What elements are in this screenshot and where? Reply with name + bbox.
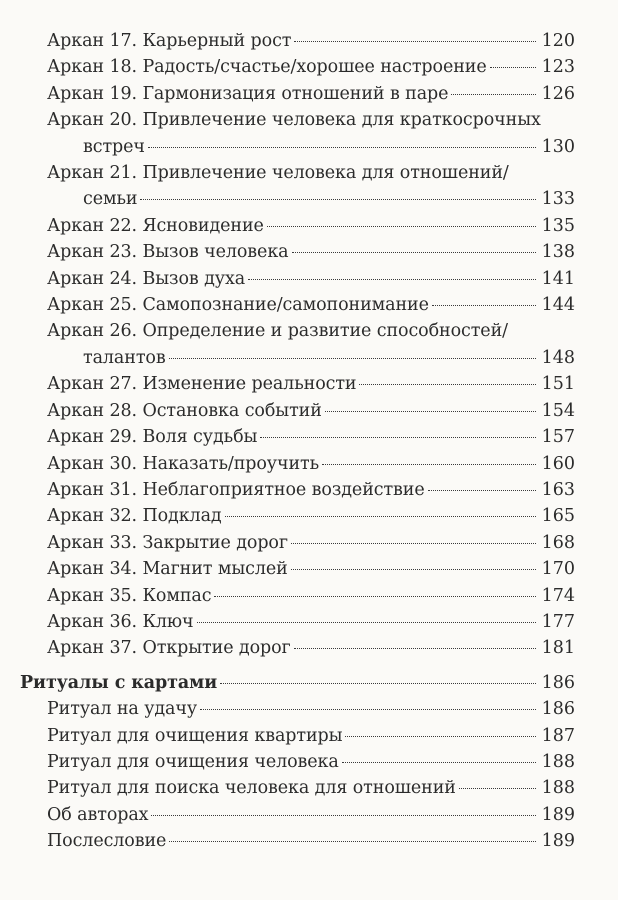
toc-entry-title: Аркан 20. Привлечение человека для краткосрочных (47, 110, 541, 131)
toc-entry-title: Аркан 17. Карьерный рост (47, 31, 292, 51)
toc-page-number: 160 (541, 453, 575, 474)
toc-page-number: 163 (541, 479, 575, 500)
toc-entry-title: Ритуал на удачу (47, 699, 198, 720)
toc-entry-title: Аркан 36. Ключ (47, 611, 194, 632)
dot-leader (451, 94, 535, 95)
toc-entry (0, 266, 618, 292)
toc-page-number: 120 (541, 31, 575, 51)
toc-entry-title: Аркан 34. Магнит мыслей (47, 559, 288, 580)
dot-leader (169, 841, 535, 842)
toc-entry-title-continued: талантов (83, 347, 166, 368)
toc-entry (0, 107, 618, 160)
toc-page-number: 157 (541, 427, 575, 448)
toc-entry-title: Аркан 22. Ясновидение (47, 215, 264, 236)
toc-entry (0, 213, 618, 239)
toc-entry-title: Аркан 19. Гармонизация отношений в паре (47, 83, 449, 104)
toc-entry (0, 28, 618, 54)
toc-entry-title: Аркан 27. Изменение реальности (47, 374, 357, 395)
dot-leader (248, 279, 535, 280)
dot-leader (151, 815, 535, 816)
toc-entry (0, 583, 618, 609)
toc-entry (0, 54, 618, 80)
toc-page-number: 174 (541, 585, 575, 606)
toc-entry-title: Аркан 32. Подклад (47, 506, 222, 527)
toc-entry (0, 477, 618, 503)
toc-entry-title: Аркан 18. Радость/счастье/хорошее настроение (47, 57, 487, 78)
toc-entry (0, 828, 618, 854)
toc-entry (0, 609, 618, 635)
dot-leader (197, 622, 536, 623)
dot-leader (294, 648, 536, 649)
toc-entry (0, 239, 618, 265)
toc-page-number: 144 (541, 295, 575, 316)
toc-entry-title: Аркан 30. Наказать/проучить (47, 453, 320, 474)
dot-leader (140, 199, 535, 200)
toc-entry-title: Аркан 29. Воля судьбы (47, 427, 258, 448)
dot-leader (322, 464, 536, 465)
toc-entry-title: Об авторах (47, 804, 149, 825)
toc-page-number: 181 (541, 638, 575, 659)
toc-page-number: 186 (541, 699, 575, 720)
toc-page-number: 135 (541, 215, 575, 236)
toc-page-number: 126 (541, 83, 575, 104)
toc-page-number: 189 (541, 804, 575, 825)
dot-leader (148, 147, 536, 148)
toc-page-number: 141 (541, 268, 575, 289)
toc-page-number: 123 (541, 57, 575, 78)
toc-entry-title-continued: семьи (83, 189, 138, 210)
toc-entry-title: Аркан 33. Закрытие дорог (47, 532, 288, 553)
toc-page-number: 177 (541, 611, 575, 632)
section-spacer (0, 662, 618, 670)
toc-page-number: 168 (541, 532, 575, 553)
toc-entry (0, 556, 618, 582)
toc-page-number: 130 (541, 136, 575, 157)
toc-page-number: 186 (541, 672, 575, 693)
toc-entry (0, 160, 618, 213)
toc-entry (0, 749, 618, 775)
toc-entry (0, 398, 618, 424)
dot-leader (345, 736, 535, 737)
toc-entry-title: Аркан 31. Неблагоприятное воздействие (47, 479, 425, 500)
toc-entry (0, 424, 618, 450)
dot-leader (490, 67, 536, 68)
toc-entry (0, 451, 618, 477)
toc-entry (0, 635, 618, 661)
dot-leader (267, 226, 536, 227)
toc-entry (0, 723, 618, 749)
dot-leader (459, 788, 536, 789)
toc-section-title: Ритуалы с картами (20, 672, 218, 693)
toc-entry-title: Аркан 21. Привлечение человека для отношений/ (47, 163, 509, 184)
dot-leader (291, 569, 536, 570)
dot-leader (292, 252, 536, 253)
toc-page-number: 188 (541, 778, 575, 799)
toc-entry-title: Аркан 35. Компас (47, 585, 212, 606)
toc-entry-title: Аркан 25. Самопознание/самопонимание (47, 295, 429, 316)
dot-leader (200, 709, 536, 710)
dot-leader (220, 683, 535, 684)
dot-leader (260, 437, 535, 438)
toc-page-number: 133 (541, 189, 575, 210)
toc-entry-title: Аркан 26. Определение и развитие способностей/ (47, 321, 508, 342)
toc-entry (0, 292, 618, 318)
dot-leader (428, 490, 536, 491)
toc-entry-title-continued: встреч (83, 136, 145, 157)
toc-page-number: 188 (541, 751, 575, 772)
toc-page-number: 151 (541, 374, 575, 395)
dot-leader (342, 762, 536, 763)
toc-entry-title: Ритуал для очищения квартиры (47, 725, 343, 746)
dot-leader (359, 384, 535, 385)
toc-entry (0, 530, 618, 556)
dot-leader (291, 543, 536, 544)
toc-section-heading (0, 670, 618, 696)
toc-page-number: 138 (541, 242, 575, 263)
toc-entry-title: Ритуал для поиска человека для отношений (47, 778, 456, 799)
toc-page-number: 189 (541, 831, 575, 852)
table-of-contents (0, 28, 618, 855)
toc-entry (0, 775, 618, 801)
toc-entry (0, 371, 618, 397)
toc-entry-title: Ритуал для очищения человека (47, 751, 339, 772)
toc-entry (0, 802, 618, 828)
toc-page-number: 154 (541, 400, 575, 421)
toc-entry (0, 503, 618, 529)
dot-leader (225, 516, 536, 517)
toc-entry-title: Послесловие (47, 831, 167, 852)
toc-entry (0, 318, 618, 371)
dot-leader (325, 411, 536, 412)
dot-leader (432, 305, 536, 306)
toc-entry-title: Аркан 28. Остановка событий (47, 400, 322, 421)
toc-page-number: 187 (541, 725, 575, 746)
toc-page-number: 170 (541, 559, 575, 580)
dot-leader (169, 358, 536, 359)
toc-entry-title: Аркан 37. Открытие дорог (47, 638, 291, 659)
toc-entry (0, 696, 618, 722)
dot-leader (214, 596, 535, 597)
toc-page-number: 165 (541, 506, 575, 527)
toc-entry-title: Аркан 24. Вызов духа (47, 268, 246, 289)
toc-entry-title: Аркан 23. Вызов человека (47, 242, 289, 263)
toc-entry (0, 81, 618, 107)
dot-leader (294, 41, 535, 42)
toc-page-number: 148 (541, 347, 575, 368)
